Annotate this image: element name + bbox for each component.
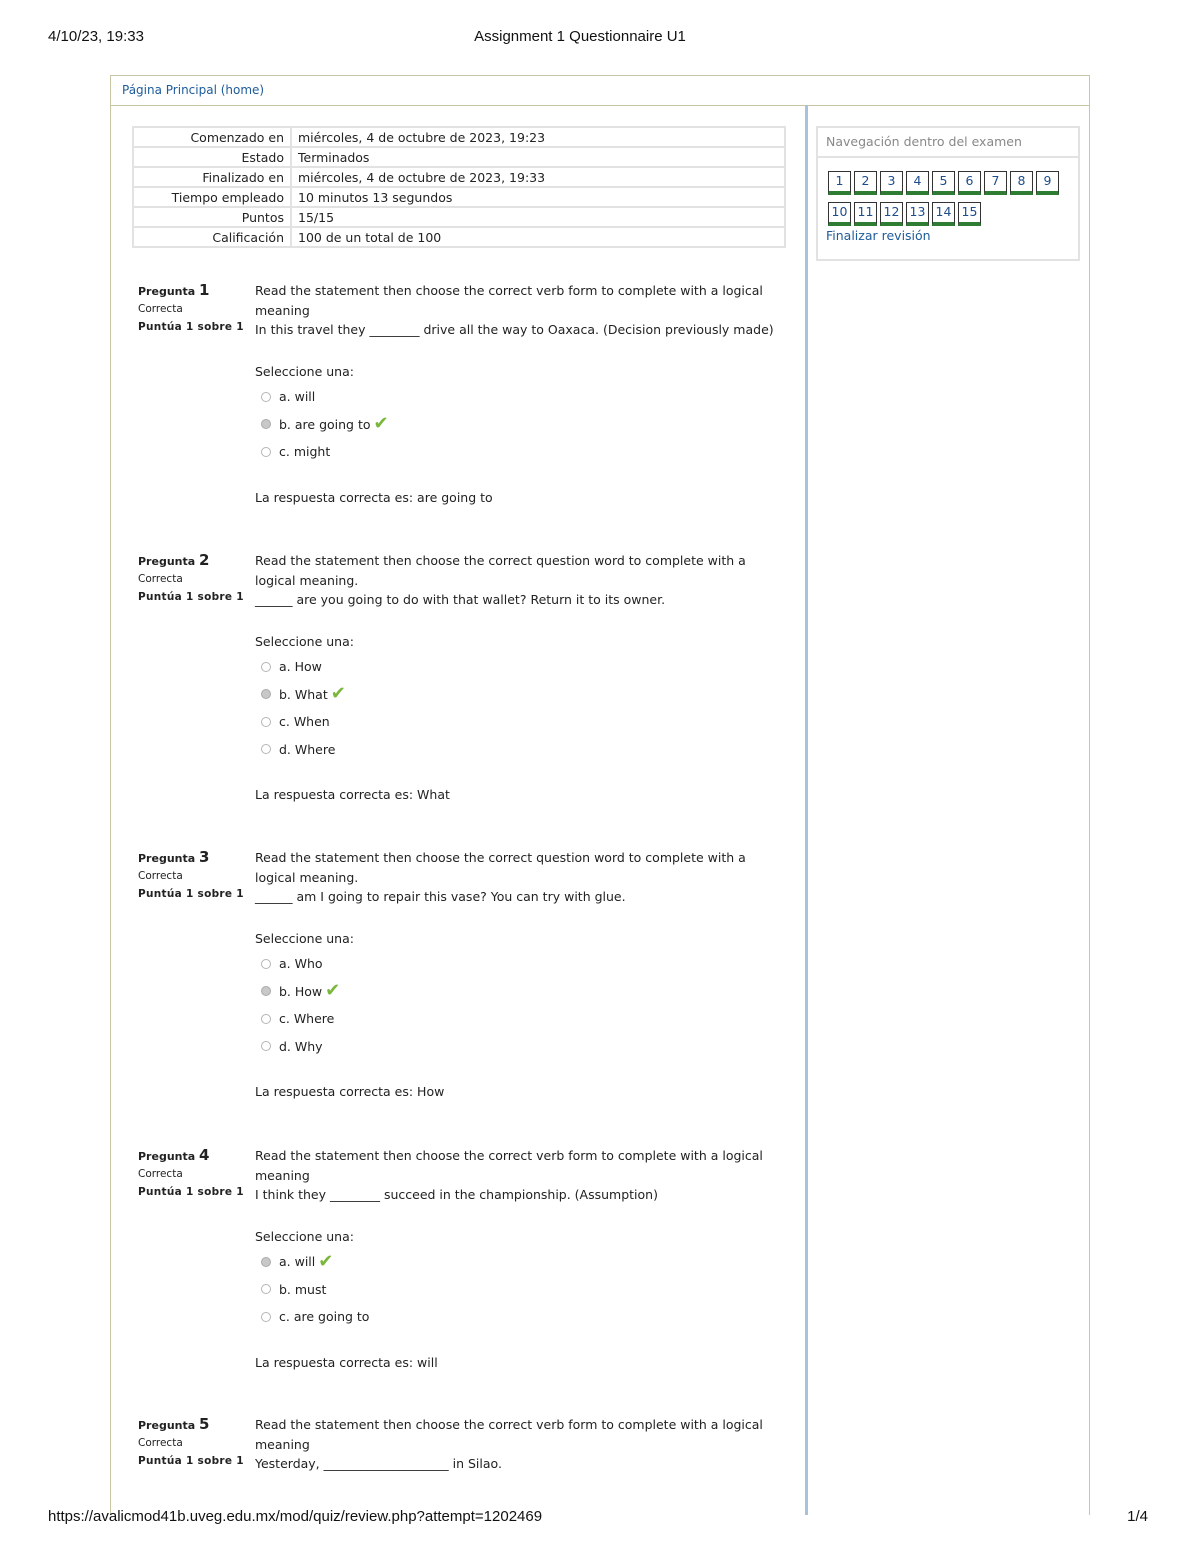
question-info: [138, 281, 248, 333]
question-nav-button[interactable]: 6: [958, 171, 981, 195]
question-nav-button[interactable]: 5: [932, 171, 955, 195]
summary-value: 10 minutos 13 segundos: [291, 187, 785, 207]
question-number: Pregunta 2: [138, 551, 210, 569]
radio-icon[interactable]: [261, 744, 271, 754]
question-prompt: Read the statement then choose the correct verb form to complete with a logical meaning: [255, 283, 763, 318]
question-body: [255, 551, 775, 805]
summary-label: Estado: [133, 147, 291, 167]
question-nav-buttons: [828, 170, 1073, 232]
column-divider: [805, 105, 808, 1515]
answer-option[interactable]: d. Where: [255, 736, 775, 764]
radio-icon[interactable]: [261, 1312, 271, 1322]
question-prompt: Read the statement then choose the correct question word to complete with a logical meaning.: [255, 850, 746, 885]
question-sentence: ______ am I going to repair this vase? You can try with glue.: [255, 889, 626, 904]
select-label: Seleccione una:: [255, 363, 354, 379]
question-number: Pregunta 4: [138, 1146, 210, 1164]
radio-icon[interactable]: [261, 1041, 271, 1051]
question-grade: Puntúa 1 sobre 1: [138, 1455, 244, 1467]
home-link[interactable]: Página Principal (home): [122, 83, 265, 97]
summary-row: [133, 167, 785, 187]
question-grade: Puntúa 1 sobre 1: [138, 321, 244, 333]
question-body: [255, 1146, 775, 1372]
radio-selected-icon[interactable]: [261, 689, 271, 699]
answer-option[interactable]: a. will ✔: [255, 1248, 775, 1276]
print-datetime: 4/10/23, 19:33: [48, 28, 144, 45]
answer-option[interactable]: a. will: [255, 383, 775, 411]
check-icon: ✔: [318, 1250, 334, 1272]
summary-label: Calificación: [133, 227, 291, 247]
question-nav-button[interactable]: 14: [932, 202, 955, 226]
select-label: Seleccione una:: [255, 1228, 354, 1244]
answer-option[interactable]: d. Why: [255, 1033, 775, 1061]
question-body: [255, 281, 775, 507]
answer-options: [255, 653, 775, 763]
radio-icon[interactable]: [261, 662, 271, 672]
answer-option[interactable]: b. must: [255, 1276, 775, 1304]
radio-selected-icon[interactable]: [261, 986, 271, 996]
summary-label: Comenzado en: [133, 127, 291, 147]
question-prompt: Read the statement then choose the correct verb form to complete with a logical meaning: [255, 1148, 763, 1183]
question-number: Pregunta 5: [138, 1415, 210, 1433]
question-nav-button[interactable]: 11: [854, 202, 877, 226]
question-info: [138, 1146, 248, 1198]
summary-row: [133, 127, 785, 147]
page-frame: [110, 75, 1090, 1515]
print-url: https://avalicmod41b.uveg.edu.mx/mod/quiz/review.php?attempt=1202469: [48, 1508, 543, 1525]
question-state: Correcta: [138, 1168, 183, 1180]
answer-option[interactable]: b. What ✔: [255, 681, 775, 709]
question-info: [138, 1415, 248, 1467]
summary-value: 15/15: [291, 207, 785, 227]
select-label: Seleccione una:: [255, 930, 354, 946]
print-page-number: 1/4: [1127, 1508, 1148, 1525]
question-state: Correcta: [138, 870, 183, 882]
question-state: Correcta: [138, 303, 183, 315]
summary-value: miércoles, 4 de octubre de 2023, 19:23: [291, 127, 785, 147]
question-info: [138, 848, 248, 900]
question-sentence: ______ are you going to do with that wallet? Return it to its owner.: [255, 592, 666, 607]
attempt-summary-table: [132, 126, 786, 248]
answer-option[interactable]: b. How ✔: [255, 978, 775, 1006]
answer-options: [255, 950, 775, 1060]
correct-answer: La respuesta correcta es: will: [255, 1354, 438, 1370]
summary-label: Tiempo empleado: [133, 187, 291, 207]
answer-option[interactable]: b. are going to ✔: [255, 411, 775, 439]
print-title: Assignment 1 Questionnaire U1: [474, 28, 686, 45]
radio-selected-icon[interactable]: [261, 419, 271, 429]
correct-answer: La respuesta correcta es: How: [255, 1084, 445, 1099]
answer-option[interactable]: c. Where: [255, 1005, 775, 1033]
question-grade: Puntúa 1 sobre 1: [138, 1186, 244, 1198]
summary-value: Terminados: [291, 147, 785, 167]
answer-options: [255, 1248, 775, 1331]
question-nav-button[interactable]: 9: [1036, 171, 1059, 195]
question-state: Correcta: [138, 1437, 183, 1449]
question-prompt: Read the statement then choose the correct verb form to complete with a logical meaning: [255, 1417, 763, 1452]
question-grade: Puntúa 1 sobre 1: [138, 888, 244, 900]
quiz-navigation-title: Navegación dentro del examen: [818, 128, 1078, 158]
question-body: [255, 848, 775, 1102]
summary-row: [133, 227, 785, 247]
question-nav-button[interactable]: 10: [828, 202, 851, 226]
correct-answer: La respuesta correcta es: are going to: [255, 489, 493, 505]
question-sentence: Yesterday, ____________________ in Silao.: [255, 1456, 502, 1471]
breadcrumb: [111, 76, 1089, 106]
question-info: [138, 551, 248, 603]
radio-selected-icon[interactable]: [261, 1257, 271, 1267]
question-number: Pregunta 3: [138, 848, 210, 866]
question-prompt: Read the statement then choose the correct question word to complete with a logical meaning.: [255, 553, 746, 588]
answer-option[interactable]: a. How: [255, 653, 775, 681]
question-sentence: I think they ________ succeed in the championship. (Assumption): [255, 1187, 658, 1202]
answer-option[interactable]: c. are going to: [255, 1303, 775, 1331]
summary-value: miércoles, 4 de octubre de 2023, 19:33: [291, 167, 785, 187]
radio-icon[interactable]: [261, 447, 271, 457]
question-nav-button[interactable]: 3: [880, 171, 903, 195]
summary-row: [133, 207, 785, 227]
question-nav-button[interactable]: 12: [880, 202, 903, 226]
quiz-navigation-block: [816, 126, 1080, 261]
select-label: Seleccione una:: [255, 633, 354, 649]
question-grade: Puntúa 1 sobre 1: [138, 591, 244, 603]
check-icon: ✔: [330, 683, 346, 705]
question-nav-button[interactable]: 8: [1010, 171, 1033, 195]
check-icon: ✔: [325, 980, 341, 1002]
question-state: Correcta: [138, 573, 183, 585]
question-number: Pregunta 1: [138, 281, 210, 299]
question-body: [255, 1415, 775, 1474]
question-nav-button[interactable]: 15: [958, 202, 981, 226]
check-icon: ✔: [373, 413, 389, 435]
answer-options: [255, 383, 775, 466]
summary-label: Puntos: [133, 207, 291, 227]
summary-row: [133, 187, 785, 207]
finish-review-link[interactable]: Finalizar revisión: [826, 228, 931, 243]
correct-answer: La respuesta correcta es: What: [255, 787, 450, 802]
question-nav-button[interactable]: 1: [828, 171, 851, 195]
summary-value: 100 de un total de 100: [291, 227, 785, 247]
question-nav-button[interactable]: 4: [906, 171, 929, 195]
question-sentence: In this travel they ________ drive all the way to Oaxaca. (Decision previously made): [255, 322, 774, 337]
question-nav-button[interactable]: 7: [984, 171, 1007, 195]
radio-icon[interactable]: [261, 392, 271, 402]
radio-icon[interactable]: [261, 959, 271, 969]
question-nav-button[interactable]: 2: [854, 171, 877, 195]
answer-option[interactable]: a. Who: [255, 950, 775, 978]
answer-option[interactable]: c. When: [255, 708, 775, 736]
radio-icon[interactable]: [261, 1014, 271, 1024]
question-nav-button[interactable]: 13: [906, 202, 929, 226]
summary-label: Finalizado en: [133, 167, 291, 187]
radio-icon[interactable]: [261, 717, 271, 727]
answer-option[interactable]: c. might: [255, 438, 775, 466]
summary-row: [133, 147, 785, 167]
radio-icon[interactable]: [261, 1284, 271, 1294]
